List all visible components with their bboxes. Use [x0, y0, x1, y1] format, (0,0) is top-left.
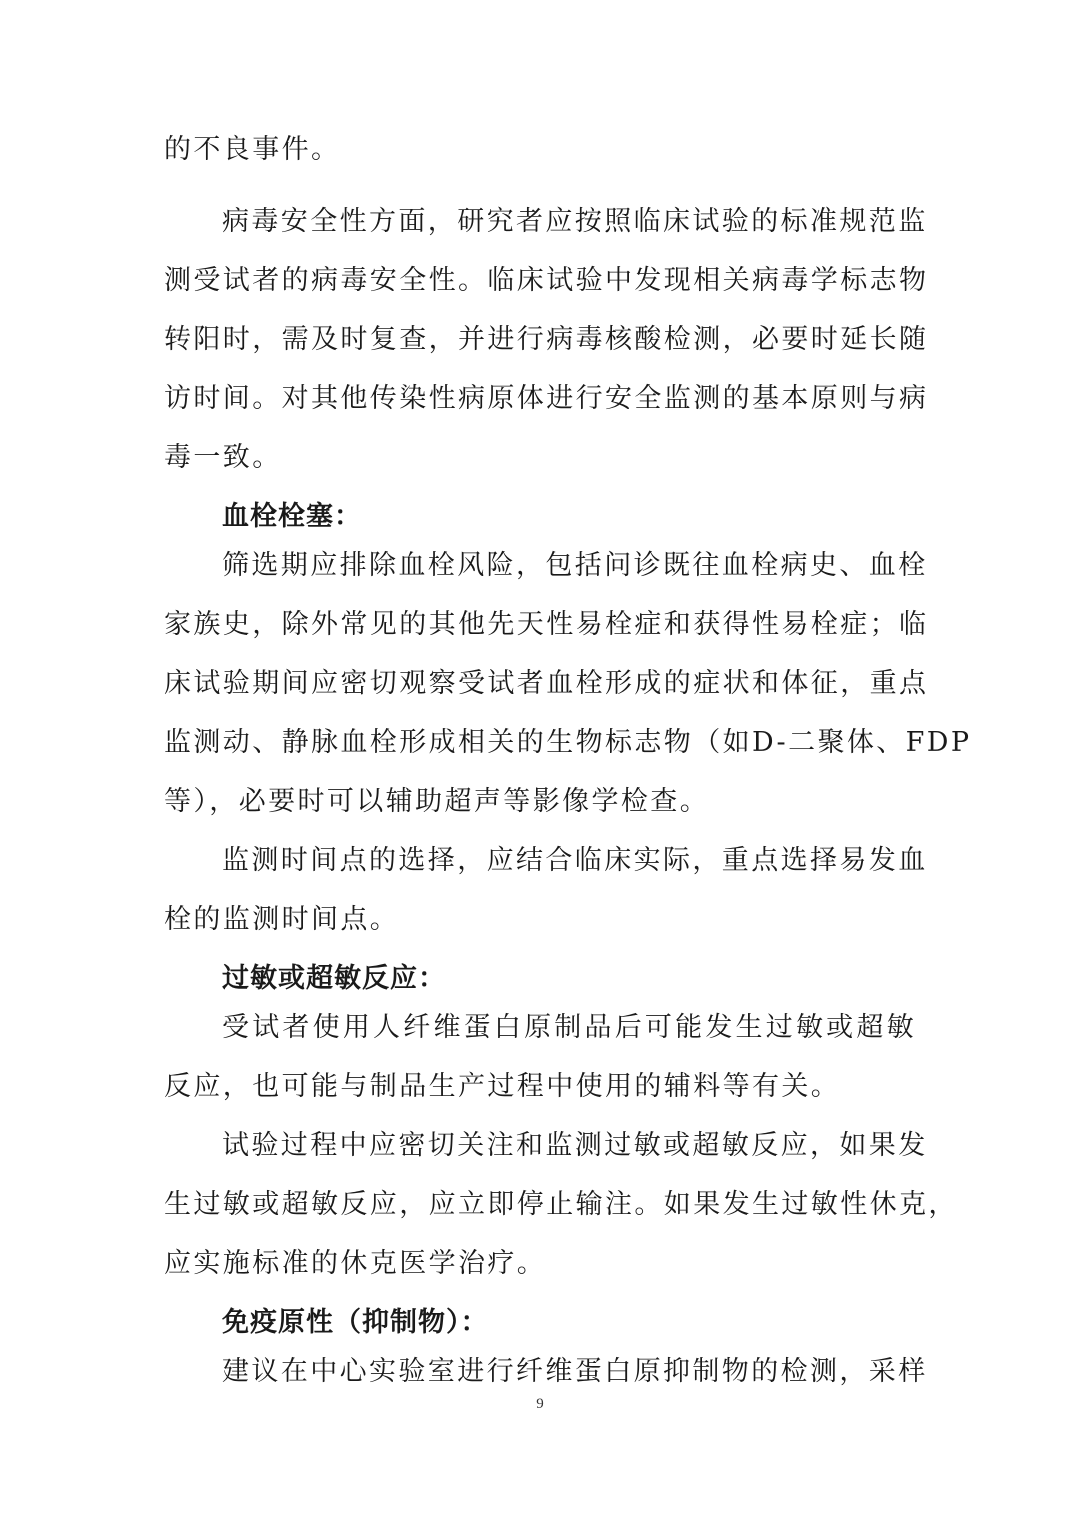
body-text-line: 生过敏或超敏反应，应立即停止输注。如果发生过敏性休克，: [164, 1189, 958, 1220]
body-text-line: 建议在中心实验室进行纤维蛋白原抑制物的检测，采样: [222, 1356, 928, 1387]
body-text-line: 反应，也可能与制品生产过程中使用的辅料等有关。: [164, 1071, 841, 1102]
body-text-line: 访时间。对其他传染性病原体进行安全监测的基本原则与病: [164, 383, 929, 414]
body-text-line: 监测时间点的选择，应结合临床实际，重点选择易发血: [222, 845, 928, 876]
body-text-line: 转阳时，需及时复查，并进行病毒核酸检测，必要时延长随: [164, 324, 929, 355]
section-heading-immunogenicity: 免疫原性（抑制物）：: [222, 1307, 489, 1338]
body-text-line: 毒一致。: [164, 442, 282, 473]
section-heading-hypersensitivity: 过敏或超敏反应：: [222, 963, 446, 994]
body-text-line: 等），必要时可以辅助超声等影像学检查。: [164, 786, 710, 817]
page-number: 9: [536, 1396, 544, 1412]
body-text-line: 的不良事件。: [164, 134, 341, 165]
section-heading-thromboembolism: 血栓栓塞：: [222, 501, 362, 532]
body-text-line: 栓的监测时间点。: [164, 904, 400, 935]
body-text-line: 家族史，除外常见的其他先天性易栓症和获得性易栓症；临: [164, 609, 929, 640]
body-text-line: 测受试者的病毒安全性。临床试验中发现相关病毒学标志物: [164, 265, 929, 296]
body-text-line: 筛选期应排除血栓风险，包括问诊既往血栓病史、血栓: [222, 550, 928, 581]
body-text-line: 应实施标准的休克医学治疗。: [164, 1248, 547, 1279]
body-text-line: 床试验期间应密切观察受试者血栓形成的症状和体征，重点: [164, 668, 929, 699]
body-text-line: 试验过程中应密切关注和监测过敏或超敏反应，如果发: [222, 1130, 928, 1161]
paragraph-virus-safety-line: 病毒安全性方面，研究者应按照临床试验的标准规范监: [222, 206, 928, 237]
body-text-line: 受试者使用人纤维蛋白原制品后可能发生过敏或超敏: [222, 1012, 916, 1043]
body-text-line: 监测动、静脉血栓形成相关的生物标志物（如D-二聚体、FDP: [164, 727, 972, 758]
